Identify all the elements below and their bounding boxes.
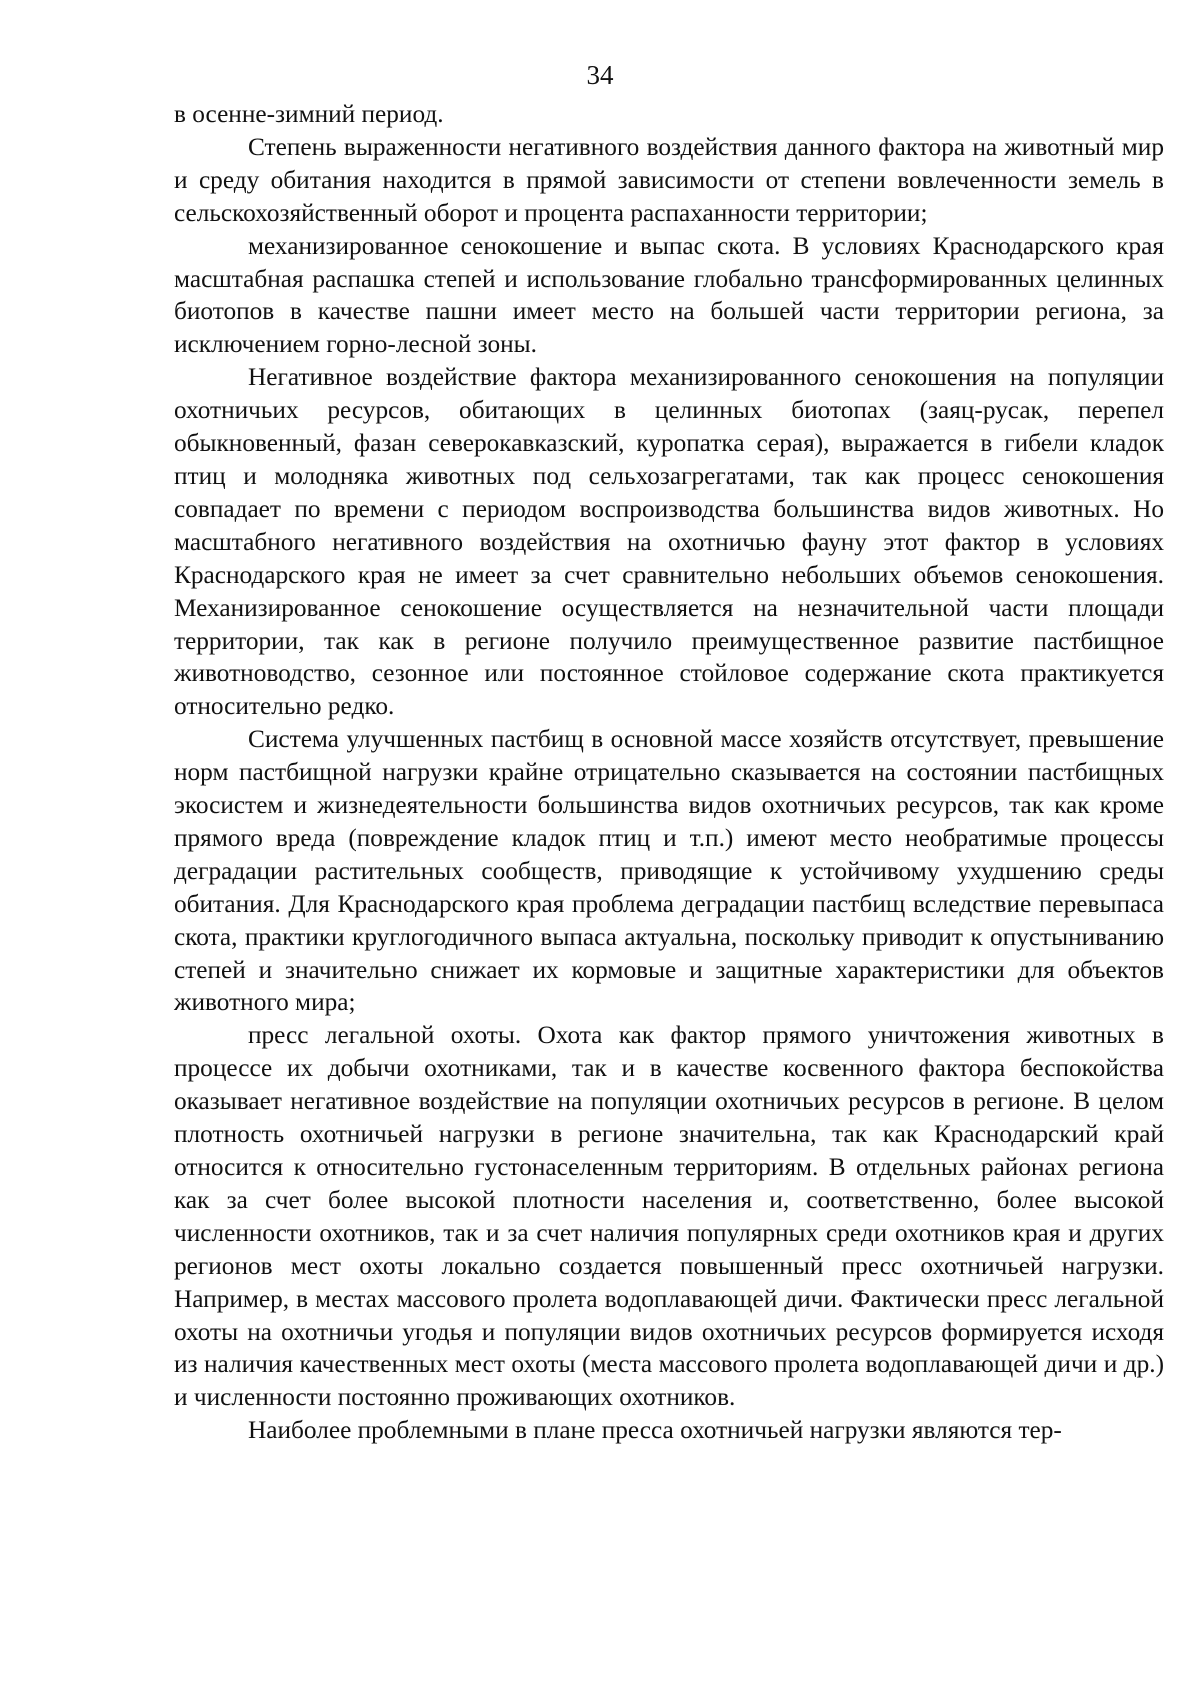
paragraph: Система улучшенных пастбищ в основной массе хозяйств отсутствует, превышение норм пастбищной нагрузки крайне отрицательно сказывается на состоянии пастбищных экосистем и жизнедеятельности большинства видов охотничьих ресурсов, так как кроме прямого вреда (повреждение кладок птиц и т.п.) имеют место необратимые процессы деградации растительных сообществ, приводящие к устойчивому ухудшению среды обитания. Для Краснодарского края проблема деградации пастбищ вследствие перевыпаса скота, практики круглогодичного выпаса актуальна, поскольку приводит к опустыниванию степей и значительно снижает их кормовые и защитные характеристики для объектов животного мира; — [174, 725, 1164, 1017]
paragraph: механизированное сенокошение и выпас скота. В условиях Краснодарского края масштабная распашка степей и использование глобально трансформированных целинных биотопов в качестве пашни имеет место на большей части территории региона, за исключением горно-лесной зоны. — [174, 231, 1164, 359]
paragraph: в осенне-зимний период. — [174, 100, 444, 128]
paragraph: Наиболее проблемными в плане пресса охотничьей нагрузки являются тер- — [248, 1416, 1062, 1445]
paragraph: Степень выраженности негативного воздействия данного фактора на животный мир и среду обитания находится в прямой зависимости от степени вовлеченности земель в сельскохозяйственный оборот и процента распаханности территории; — [174, 132, 1164, 227]
paragraph: Негативное воздействие фактора механизированного сенокошения на популяции охотничьих ресурсов, обитающих в целинных биотопах (заяц-русак, перепел обыкновенный, фазан северокавказский, куропатка серая), выражается в гибели кладок птиц и молодняка животных под сельхозагрегатами, так как процесс сенокошения совпадает по времени с периодом воспроизводства большинства видов животных. Но масштабного негативного воздействия на охотничью фауну этот фактор в условиях Краснодарского края не имеет за счет сравнительно небольших объемов сенокошения. Механизированное сенокошение осуществляется на незначительной части площади территории, так как в регионе получило преимущественное развитие пастбищное животноводство, сезонное или постоянное стойловое содержание скота практикуется относительно редко. — [174, 363, 1164, 721]
body-text — [174, 98, 1164, 1447]
page-number: 34 — [586, 60, 614, 90]
paragraph: пресс легальной охоты. Охота как фактор прямого уничтожения животных в процессе их добычи охотниками, так и в качестве косвенного фактора беспокойства оказывает негативное воздействие на популяции охотничьих ресурсов в регионе. В целом плотность охотничьей нагрузки в регионе значительна, так как Краснодарский край относится к относительно густонаселенным территориям. В отдельных районах региона как за счет более высокой плотности населения и, соответственно, более высокой численности охотников, так и за счет наличия популярных среди охотников края и других регионов мест охоты локально создается повышенный пресс охотничьей нагрузки. Например, в местах массового пролета водоплавающей дичи. Фактически пресс легальной охоты на охотничьи угодья и популяции видов охотничьих ресурсов формируется исходя из наличия качественных мест охоты (места массового пролета водоплавающей дичи и др.) и численности постоянно проживающих охотников. — [174, 1021, 1164, 1412]
